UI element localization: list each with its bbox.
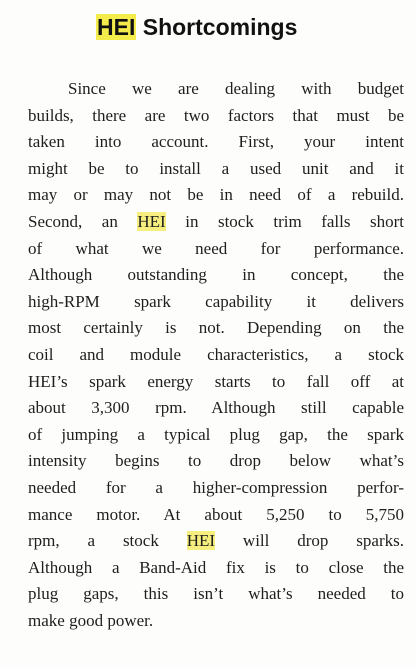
text-line: builds, there are two factors that must be	[28, 105, 404, 125]
text-line: most certainly is not. Depending on the	[28, 318, 404, 338]
body-paragraph	[28, 76, 404, 634]
text-line: about 3,300 rpm. Although still capable	[28, 398, 404, 418]
text-line: mance motor. At about 5,250 to 5,750	[28, 504, 404, 524]
heading-highlighted-term: HEI	[97, 14, 136, 40]
section-heading	[96, 12, 297, 42]
text-line: Although a Band-Aid fix is to close the	[28, 557, 404, 577]
text-line: plug gaps, this isn’t what’s needed to	[28, 584, 404, 604]
highlighted-term: HEI	[137, 211, 166, 231]
text-line: intensity begins to drop below what’s	[28, 451, 404, 471]
text-line: make good power.	[28, 610, 154, 630]
text-line: high-RPM spark capability it delivers	[28, 291, 404, 311]
text-line: Since we are dealing with budget	[68, 79, 404, 98]
text-line: taken into account. First, your intent	[28, 132, 404, 152]
text-line: might be to install a used unit and it	[28, 158, 404, 178]
heading-rest: Shortcomings	[136, 14, 298, 40]
text-line: needed for a higher-compression perfor-	[28, 477, 404, 497]
text-line: of what we need for performance.	[28, 238, 404, 258]
text-line: of jumping a typical plug gap, the spark	[28, 424, 404, 444]
text-line: may or may not be in need of a rebuild.	[28, 185, 404, 205]
text-line: rpm, a stock HEI will drop sparks.	[28, 531, 404, 551]
text-line: coil and module characteristics, a stock	[28, 344, 404, 364]
highlighted-term: HEI	[186, 531, 216, 551]
text-line: Although outstanding in concept, the	[28, 265, 404, 285]
text-line: HEI’s spark energy starts to fall off at	[28, 371, 404, 391]
text-line: Second, an HEI in stock trim falls short	[28, 211, 404, 231]
